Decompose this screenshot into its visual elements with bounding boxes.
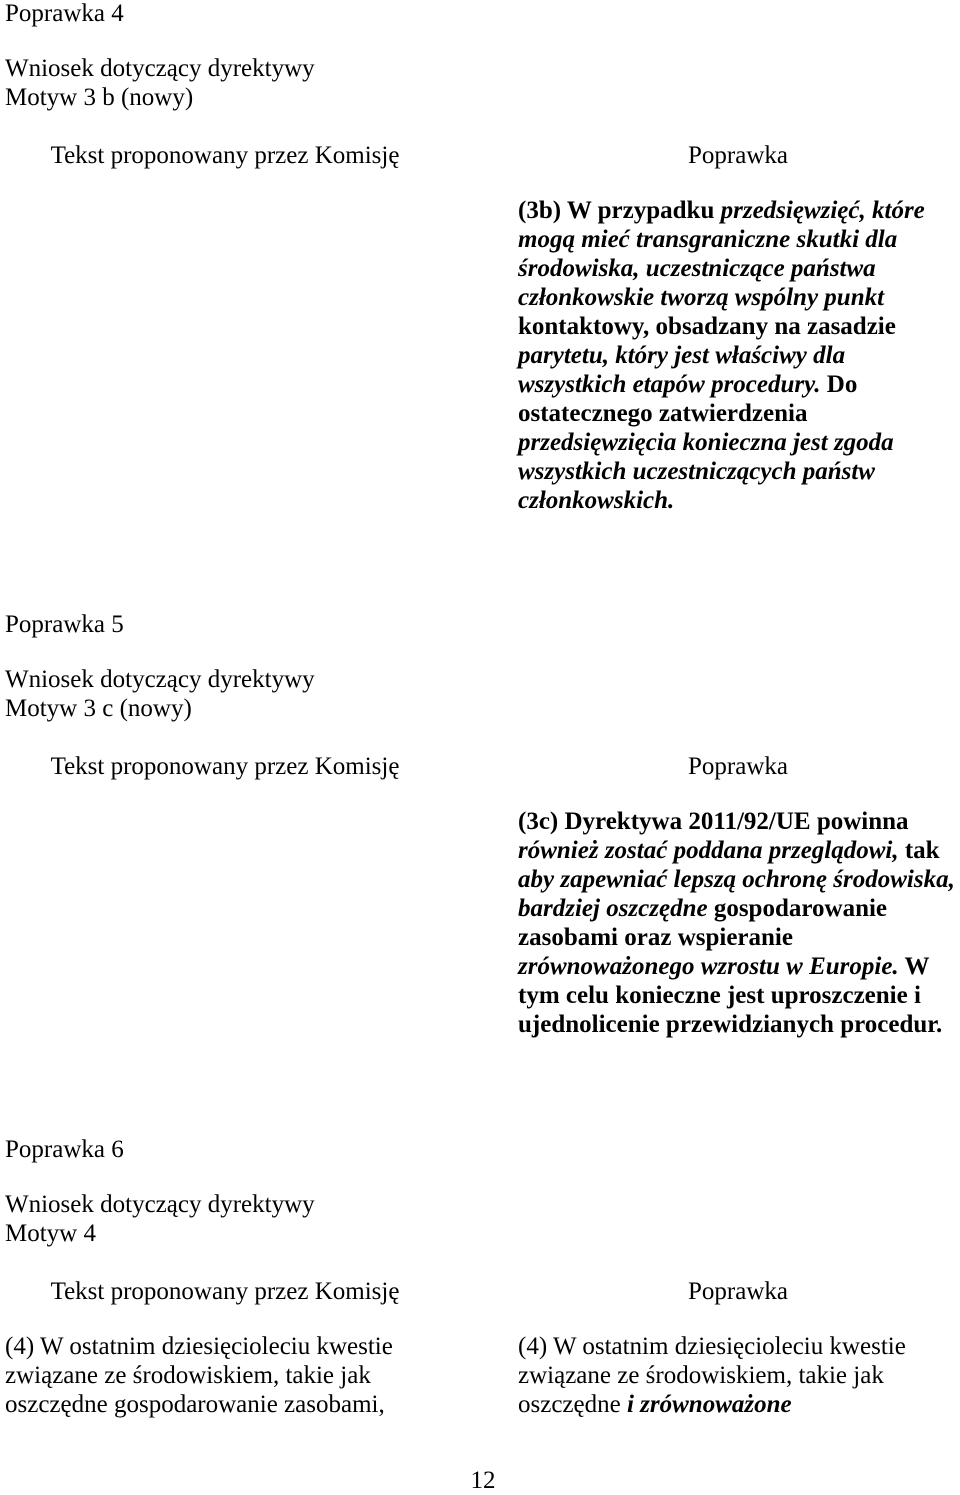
amendment-text-line: [518, 283, 958, 312]
emphasized-text: członkowskie tworzą wspólny punkt: [518, 284, 885, 311]
proposal-label: Wniosek dotyczący dyrektywy: [5, 666, 315, 693]
text-segment: oszczędne gospodarowanie zasobami,: [5, 1391, 385, 1418]
amendment-text-line: [518, 1390, 958, 1419]
emphasized-text: zrównoważonego wzrostu w Europie.: [518, 953, 899, 980]
amendment-text-line: [518, 981, 958, 1010]
emphasized-text: aby zapewniać lepszą ochronę środowiska,: [518, 866, 955, 893]
text-segment: tak: [898, 837, 940, 864]
amendment-text-line: [518, 254, 958, 283]
text-segment: tym celu konieczne jest uproszczenie i: [518, 982, 921, 1009]
text-segment: (3c) Dyrektywa 2011/92/UE powinna: [518, 808, 909, 835]
amendment-text-line: [518, 457, 958, 486]
text-segment: ujednolicenie przewidzianych procedur.: [518, 1011, 943, 1038]
amendment-text-line: [518, 341, 958, 370]
emphasized-text: bardziej oszczędne: [518, 895, 714, 922]
commission-text-column: [5, 1332, 445, 1419]
text-segment: związane ze środowiskiem, takie jak: [5, 1362, 371, 1389]
amendment-text-line: [518, 865, 958, 894]
text-segment: związane ze środowiskiem, takie jak: [518, 1362, 884, 1389]
amendment-text-line: [518, 1332, 958, 1361]
commission-text-header: Tekst proponowany przez Komisję: [50, 1278, 400, 1305]
amendment-header: Poprawka: [688, 1278, 788, 1305]
amendment-text-column: [518, 807, 958, 1039]
text-segment: W: [898, 953, 930, 980]
text-segment: (4) W ostatnim dziesięcioleciu kwestie: [5, 1333, 393, 1360]
emphasized-text: przedsięwzięć, które: [720, 197, 925, 224]
emphasized-text: członkowskich.: [518, 487, 675, 514]
text-segment: kontaktowy, obsadzany na zasadzie: [518, 313, 896, 340]
proposal-label: Wniosek dotyczący dyrektywy: [5, 1191, 315, 1218]
amendment-title: Poprawka 6: [5, 1136, 124, 1163]
text-segment: ostatecznego zatwierdzenia: [518, 400, 808, 427]
amendment-text-line: [518, 1361, 958, 1390]
amendment-title: Poprawka 4: [5, 0, 124, 27]
amendment-text-line: [518, 1010, 958, 1039]
amendment-header: Poprawka: [688, 753, 788, 780]
emphasized-text: wszystkich etapów procedury.: [518, 371, 821, 398]
amendment-text-column: [518, 196, 958, 515]
article-reference: Motyw 3 b (nowy): [5, 84, 194, 111]
page-number: 12: [470, 1467, 496, 1494]
emphasized-text: parytetu, który jest właściwy dla: [518, 342, 846, 369]
article-reference: Motyw 4: [5, 1220, 96, 1247]
amendment-5: [0, 610, 960, 1038]
amendment-header: Poprawka: [688, 142, 788, 169]
amendment-title: Poprawka 5: [5, 611, 124, 638]
emphasized-text: wszystkich uczestniczących państw: [518, 458, 875, 485]
commission-text-header: Tekst proponowany przez Komisję: [50, 753, 400, 780]
text-segment: gospodarowanie: [713, 895, 888, 922]
amendment-text-line: [518, 225, 958, 254]
text-segment: zasobami oraz wspieranie: [518, 924, 793, 951]
amendment-text-line: [518, 923, 958, 952]
text-segment: oszczędne: [518, 1391, 627, 1418]
article-reference: Motyw 3 c (nowy): [5, 695, 192, 722]
amendment-text-line: [518, 836, 958, 865]
commission-text-line: [5, 1361, 445, 1390]
text-segment: (3b) W przypadku: [518, 197, 721, 224]
amendment-text-line: [518, 807, 958, 836]
amendment-text-line: [518, 399, 958, 428]
commission-text-line: [5, 1390, 445, 1419]
amendment-text-column: [518, 1332, 958, 1419]
amendment-text-line: [518, 894, 958, 923]
text-segment: Do: [820, 371, 858, 398]
emphasized-text: mogą mieć transgraniczne skutki dla: [518, 226, 898, 253]
proposal-label: Wniosek dotyczący dyrektywy: [5, 55, 315, 82]
amendment-text-line: [518, 196, 958, 225]
amendment-text-line: [518, 952, 958, 981]
commission-text-header: Tekst proponowany przez Komisję: [50, 142, 400, 169]
amendment-text-line: [518, 370, 958, 399]
emphasized-text: środowiska, uczestniczące państwa: [518, 255, 876, 282]
text-segment: (4) W ostatnim dziesięcioleciu kwestie: [518, 1333, 906, 1360]
amendment-text-line: [518, 312, 958, 341]
emphasized-text: również zostać poddana przeglądowi,: [518, 837, 899, 864]
amendment-text-line: [518, 486, 958, 515]
emphasized-text: i zrównoważone: [626, 1391, 792, 1418]
commission-text-line: [5, 1332, 445, 1361]
emphasized-text: przedsięwzięcia konieczna jest zgoda: [518, 429, 894, 456]
amendment-6: [0, 1135, 960, 1418]
amendment-text-line: [518, 428, 958, 457]
